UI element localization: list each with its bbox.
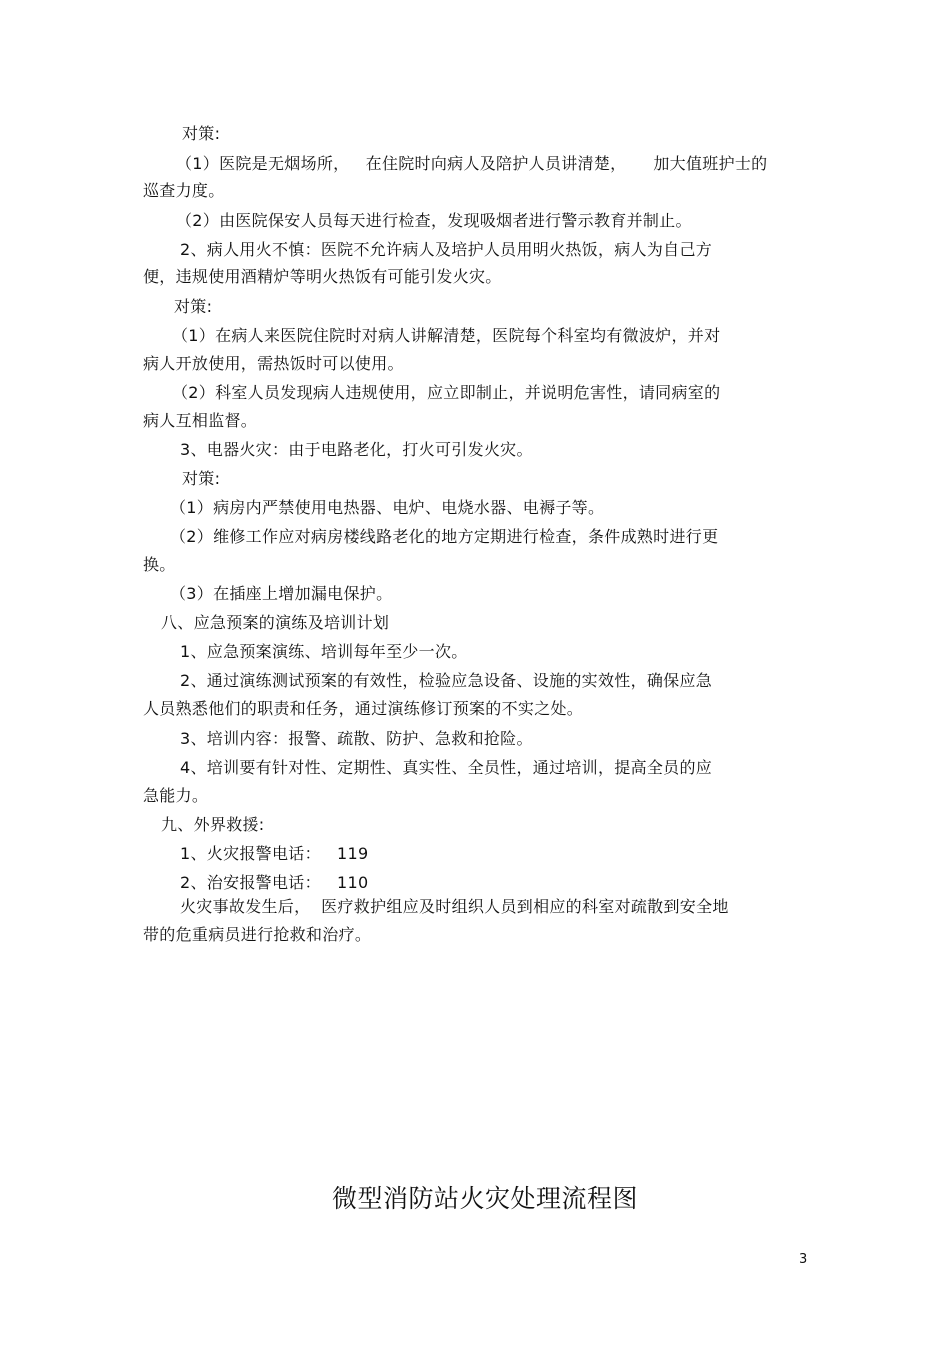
- paragraph-line: （1）医院是无烟场所， 在住院时向病人及陪护人员讲清楚， 加大值班护士的: [176, 154, 768, 173]
- section-heading-8: 八、应急预案的演练及培训计划: [161, 613, 390, 632]
- paragraph-line: 1、应急预案演练、培训每年至少一次。: [180, 642, 468, 661]
- paragraph-line: 4、培训要有针对性、定期性、真实性、全员性，通过培训，提高全员的应: [180, 758, 713, 777]
- paragraph-line: （3）在插座上增加漏电保护。: [170, 584, 393, 603]
- paragraph-line: 便，违规使用酒精炉等明火热饭有可能引发火灾。: [143, 267, 502, 286]
- paragraph-line: （2）科室人员发现病人违规使用，应立即制止，并说明危害性，请同病室的: [172, 383, 721, 402]
- countermeasure-heading-3: 对策:: [182, 469, 221, 488]
- paragraph-line: 急能力。: [143, 786, 209, 805]
- paragraph-line: 火灾事故发生后， 医疗救护组应及时组织人员到相应的科室对疏散到安全地: [180, 897, 729, 916]
- paragraph-line: 人员熟悉他们的职责和任务，通过演练修订预案的不实之处。: [143, 699, 584, 718]
- fire-alarm-phone: 1、火灾报警电话： 119: [180, 844, 369, 863]
- paragraph-line: （1）病房内严禁使用电热器、电炉、电烧水器、电褥子等。: [170, 498, 605, 517]
- paragraph-line: 2、通过演练测试预案的有效性，检验应急设备、设施的实效性，确保应急: [180, 671, 713, 690]
- paragraph-line: 带的危重病员进行抢救和治疗。: [143, 925, 372, 944]
- paragraph-line: （2）维修工作应对病房楼线路老化的地方定期进行检查，条件成熟时进行更: [170, 527, 719, 546]
- police-alarm-phone: 2、治安报警电话： 110: [180, 873, 369, 892]
- paragraph-line: 3、培训内容：报警、疏散、防护、急救和抢险。: [180, 729, 533, 748]
- paragraph-line: 2、病人用火不慎：医院不允许病人及培护人员用明火热饭，病人为自己方: [180, 240, 713, 259]
- paragraph-line: （2）由医院保安人员每天进行检查，发现吸烟者进行警示教育并制止。: [176, 211, 692, 230]
- paragraph-line: 换。: [143, 555, 176, 574]
- countermeasure-heading-2: 对策:: [174, 297, 213, 316]
- paragraph-line: 病人开放使用，需热饭时可以使用。: [143, 354, 404, 373]
- paragraph-line: 3、电器火灾：由于电路老化，打火可引发火灾。: [180, 440, 533, 459]
- paragraph-line: 巡查力度。: [143, 181, 225, 200]
- countermeasure-heading-1: 对策:: [182, 124, 221, 143]
- paragraph-line: （1）在病人来医院住院时对病人讲解清楚，医院每个科室均有微波炉，并对: [172, 326, 721, 345]
- flowchart-title: 微型消防站火灾处理流程图: [332, 1184, 639, 1213]
- page-number: 3: [799, 1252, 808, 1267]
- section-heading-9: 九、外界救援:: [161, 815, 265, 834]
- paragraph-line: 病人互相监督。: [143, 411, 258, 430]
